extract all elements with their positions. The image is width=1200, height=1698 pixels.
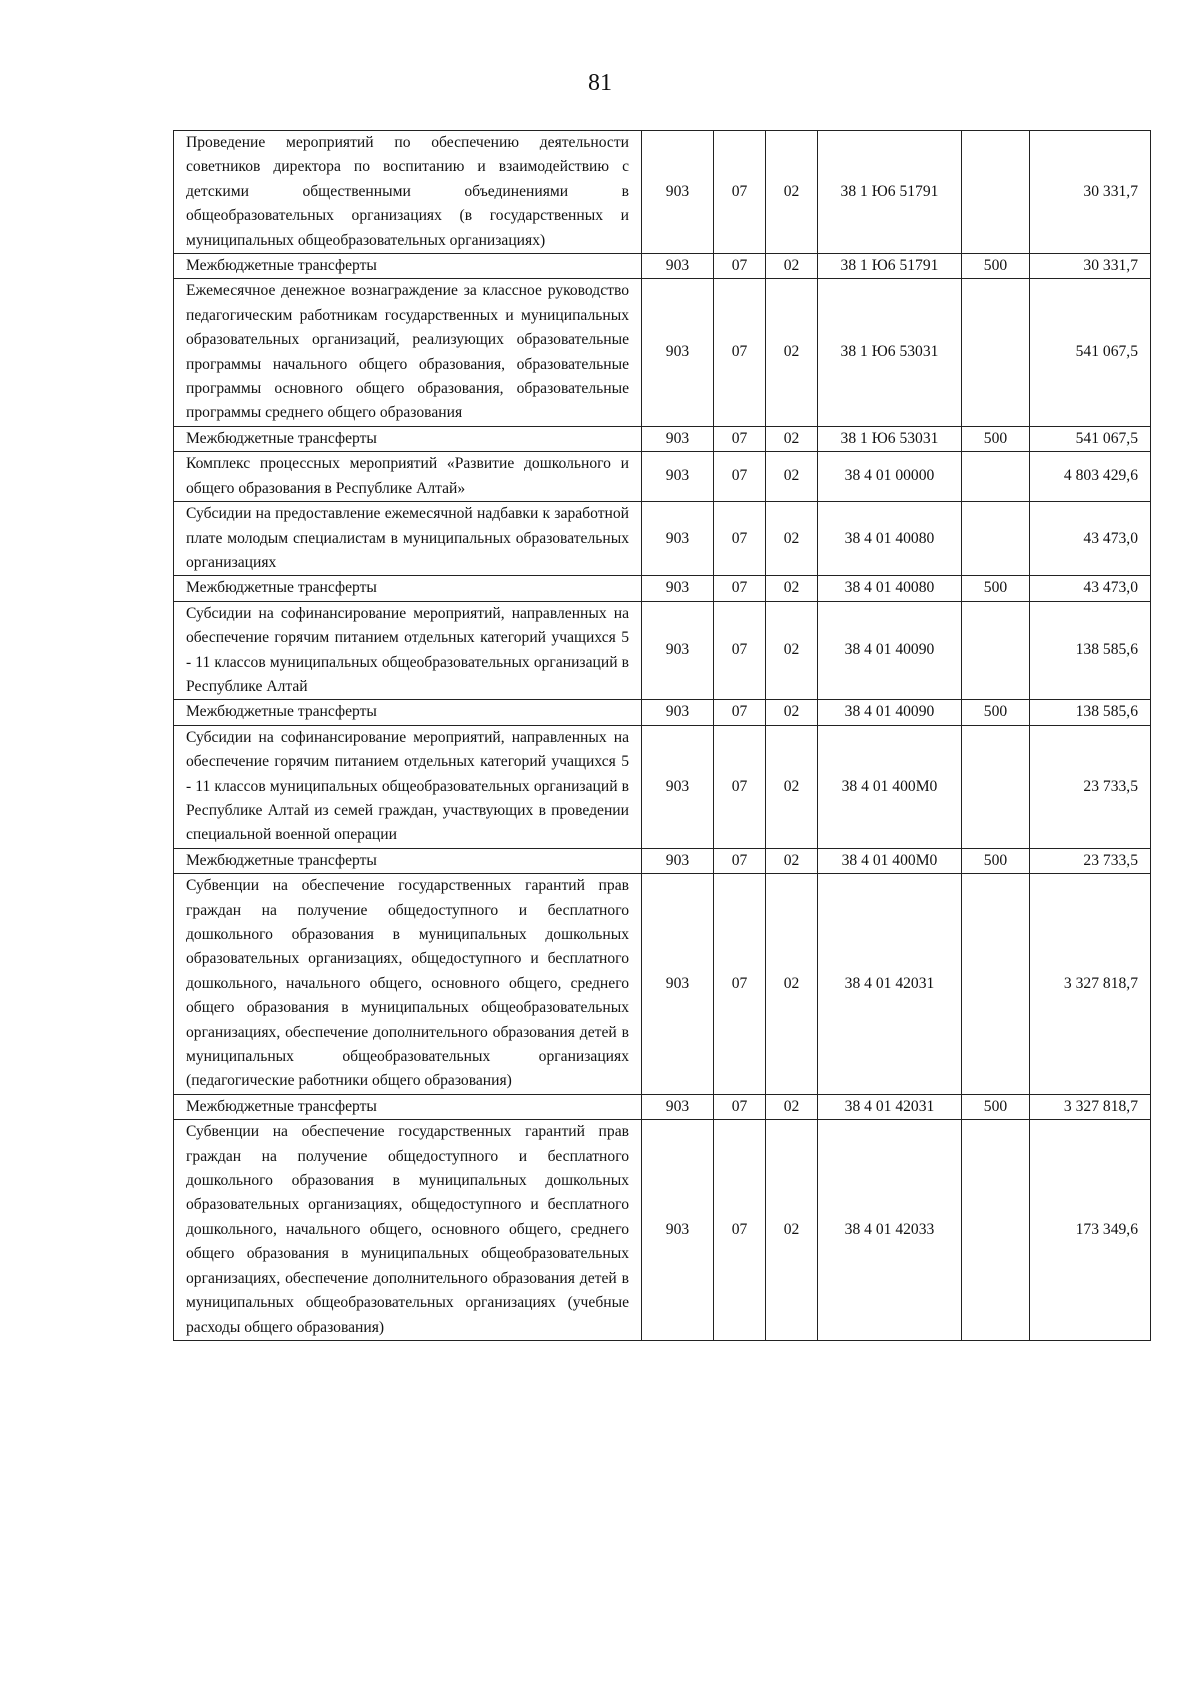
subsection-code: 02 [766, 1094, 818, 1119]
subsection-code: 02 [766, 502, 818, 576]
target-article-code: 38 4 01 42031 [818, 874, 962, 1095]
table-row [174, 426, 1151, 451]
target-article-code: 38 4 01 400М0 [818, 725, 962, 848]
section-code: 07 [714, 452, 766, 502]
subsection-code: 02 [766, 874, 818, 1095]
expense-type-code: 500 [962, 426, 1030, 451]
row-description: Проведение мероприятий по обеспечению деятельности советников директора по воспитанию и взаимодействию с детскими общественными объединениями в общеобразовательных организациях (в государственных и муниципальных общеобразовательных организациях) [174, 131, 642, 254]
row-description: Субсидии на предоставление ежемесячной надбавки к заработной плате молодым специалистам в муниципальных образовательных организациях [174, 502, 642, 576]
subsection-code: 02 [766, 601, 818, 700]
target-article-code: 38 4 01 40090 [818, 601, 962, 700]
amount-value: 4 803 429,6 [1030, 452, 1151, 502]
amount-value: 43 473,0 [1030, 576, 1151, 601]
table-row [174, 131, 1151, 254]
target-article-code: 38 4 01 400М0 [818, 848, 962, 873]
amount-value: 3 327 818,7 [1030, 874, 1151, 1095]
table-row [174, 1094, 1151, 1119]
table-row [174, 254, 1151, 279]
section-code: 07 [714, 725, 766, 848]
section-code: 07 [714, 131, 766, 254]
subsection-code: 02 [766, 279, 818, 426]
row-description: Субсидии на софинансирование мероприятий, направленных на обеспечение горячим питанием отдельных категорий учащихся 5 - 11 классов муниципальных общеобразовательных организаций в Республике Алтай из семей граждан, участвующих в проведении специальной военной операции [174, 725, 642, 848]
subsection-code: 02 [766, 254, 818, 279]
subsection-code: 02 [766, 426, 818, 451]
expense-type-code: 500 [962, 576, 1030, 601]
amount-value: 43 473,0 [1030, 502, 1151, 576]
target-article-code: 38 4 01 42033 [818, 1120, 962, 1341]
admin-code: 903 [642, 874, 714, 1095]
target-article-code: 38 4 01 40080 [818, 576, 962, 601]
expense-type-code: 500 [962, 254, 1030, 279]
table-row [174, 848, 1151, 873]
table-row [174, 576, 1151, 601]
table-row [174, 279, 1151, 426]
row-description: Субвенции на обеспечение государственных гарантий прав граждан на получение общедоступного и бесплатного дошкольного образования в муниципальных дошкольных образовательных организациях, общедоступного и бесплатного дошкольного, начального общего, основного общего, среднего общего образования в муниципальных общеобразовательных организациях, обеспечение дополнительного образования детей в муниципальных общеобразовательных организациях (педагогические работники общего образования) [174, 874, 642, 1095]
admin-code: 903 [642, 131, 714, 254]
expense-type-code [962, 1120, 1030, 1341]
amount-value: 541 067,5 [1030, 279, 1151, 426]
admin-code: 903 [642, 848, 714, 873]
table-row [174, 1120, 1151, 1341]
section-code: 07 [714, 874, 766, 1095]
row-description: Межбюджетные трансферты [174, 426, 642, 451]
expense-type-code [962, 601, 1030, 700]
admin-code: 903 [642, 1120, 714, 1341]
row-description: Субсидии на софинансирование мероприятий, направленных на обеспечение горячим питанием отдельных категорий учащихся 5 - 11 классов муниципальных общеобразовательных организаций в Республике Алтай [174, 601, 642, 700]
admin-code: 903 [642, 576, 714, 601]
expense-type-code: 500 [962, 700, 1030, 725]
table-row [174, 725, 1151, 848]
target-article-code: 38 1 Ю6 53031 [818, 426, 962, 451]
amount-value: 23 733,5 [1030, 848, 1151, 873]
section-code: 07 [714, 601, 766, 700]
section-code: 07 [714, 1120, 766, 1341]
table-row [174, 601, 1151, 700]
row-description: Межбюджетные трансферты [174, 1094, 642, 1119]
amount-value: 138 585,6 [1030, 700, 1151, 725]
amount-value: 138 585,6 [1030, 601, 1151, 700]
admin-code: 903 [642, 452, 714, 502]
section-code: 07 [714, 700, 766, 725]
target-article-code: 38 1 Ю6 51791 [818, 254, 962, 279]
target-article-code: 38 1 Ю6 51791 [818, 131, 962, 254]
admin-code: 903 [642, 725, 714, 848]
admin-code: 903 [642, 426, 714, 451]
subsection-code: 02 [766, 576, 818, 601]
subsection-code: 02 [766, 131, 818, 254]
subsection-code: 02 [766, 1120, 818, 1341]
section-code: 07 [714, 576, 766, 601]
row-description: Комплекс процессных мероприятий «Развитие дошкольного и общего образования в Республике Алтай» [174, 452, 642, 502]
table-row [174, 452, 1151, 502]
row-description: Межбюджетные трансферты [174, 700, 642, 725]
subsection-code: 02 [766, 725, 818, 848]
expense-type-code: 500 [962, 848, 1030, 873]
expense-type-code: 500 [962, 1094, 1030, 1119]
table-row [174, 700, 1151, 725]
row-description: Ежемесячное денежное вознаграждение за классное руководство педагогическим работникам государственных и муниципальных образовательных организаций, реализующих образовательные программы начального общего образования, образовательные программы основного общего образования, образовательные программы среднего общего образования [174, 279, 642, 426]
target-article-code: 38 4 01 40090 [818, 700, 962, 725]
expense-type-code [962, 452, 1030, 502]
expense-type-code [962, 725, 1030, 848]
table-row [174, 874, 1151, 1095]
section-code: 07 [714, 426, 766, 451]
target-article-code: 38 4 01 42031 [818, 1094, 962, 1119]
admin-code: 903 [642, 700, 714, 725]
section-code: 07 [714, 1094, 766, 1119]
row-description: Межбюджетные трансферты [174, 254, 642, 279]
amount-value: 541 067,5 [1030, 426, 1151, 451]
admin-code: 903 [642, 1094, 714, 1119]
subsection-code: 02 [766, 452, 818, 502]
row-description: Межбюджетные трансферты [174, 576, 642, 601]
admin-code: 903 [642, 502, 714, 576]
table-row [174, 502, 1151, 576]
row-description: Субвенции на обеспечение государственных гарантий прав граждан на получение общедоступного и бесплатного дошкольного образования в муниципальных дошкольных образовательных организациях, общедоступного и бесплатного дошкольного, начального общего, основного общего, среднего общего образования в муниципальных общеобразовательных организациях, обеспечение дополнительного образования детей в муниципальных общеобразовательных организациях (учебные расходы общего образования) [174, 1120, 642, 1341]
amount-value: 3 327 818,7 [1030, 1094, 1151, 1119]
subsection-code: 02 [766, 848, 818, 873]
expense-type-code [962, 279, 1030, 426]
page-number: 81 [588, 70, 612, 96]
amount-value: 30 331,7 [1030, 254, 1151, 279]
expense-type-code [962, 131, 1030, 254]
row-description: Межбюджетные трансферты [174, 848, 642, 873]
target-article-code: 38 4 01 40080 [818, 502, 962, 576]
admin-code: 903 [642, 279, 714, 426]
amount-value: 173 349,6 [1030, 1120, 1151, 1341]
budget-table [173, 130, 1151, 1341]
section-code: 07 [714, 848, 766, 873]
amount-value: 30 331,7 [1030, 131, 1151, 254]
target-article-code: 38 4 01 00000 [818, 452, 962, 502]
target-article-code: 38 1 Ю6 53031 [818, 279, 962, 426]
section-code: 07 [714, 254, 766, 279]
section-code: 07 [714, 279, 766, 426]
admin-code: 903 [642, 254, 714, 279]
expense-type-code [962, 502, 1030, 576]
admin-code: 903 [642, 601, 714, 700]
subsection-code: 02 [766, 700, 818, 725]
table-body [174, 131, 1151, 1341]
section-code: 07 [714, 502, 766, 576]
expense-type-code [962, 874, 1030, 1095]
amount-value: 23 733,5 [1030, 725, 1151, 848]
